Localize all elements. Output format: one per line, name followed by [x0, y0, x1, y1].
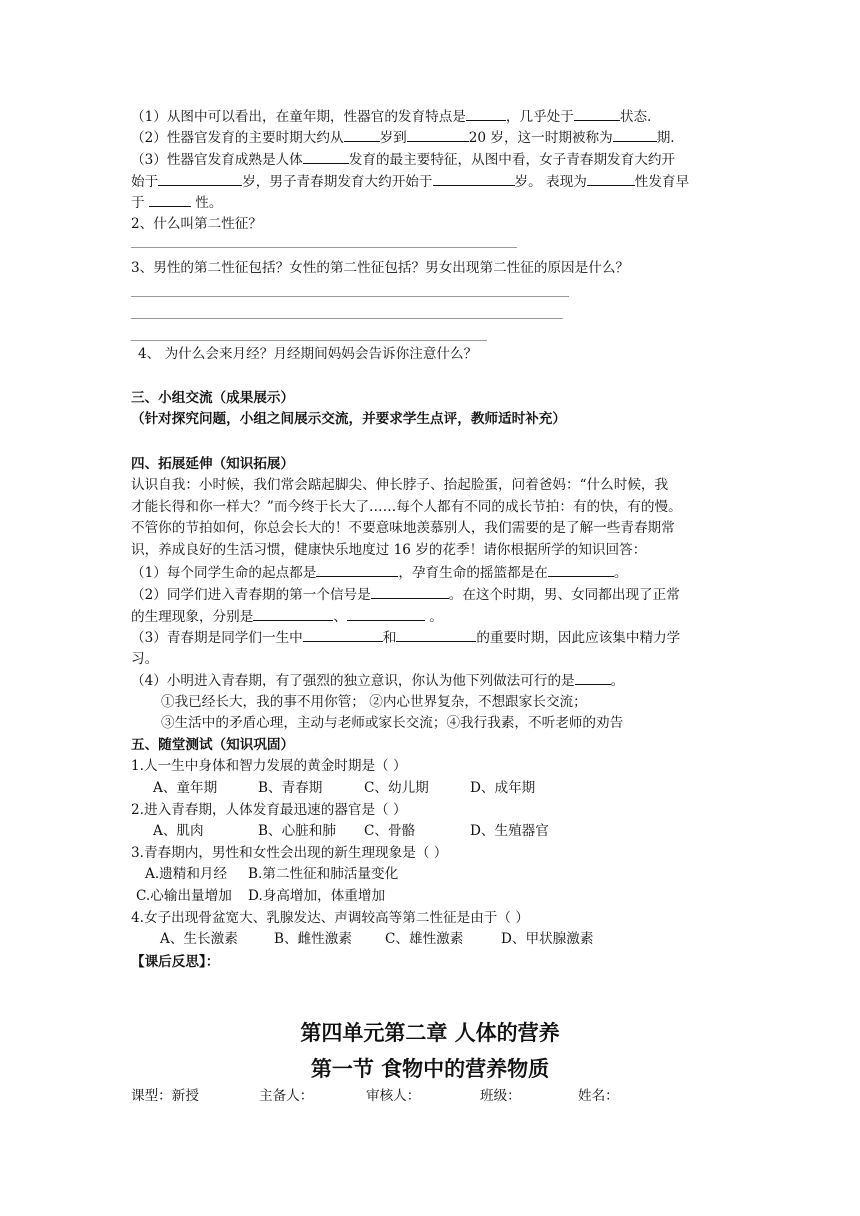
blank[interactable] [396, 627, 476, 642]
blank[interactable] [253, 606, 333, 621]
text: 发育的最主要特征，从图中看，女子青春期发育大约开 [348, 152, 676, 168]
option[interactable]: D.身高增加，体重增加 [248, 888, 386, 904]
preparer-label: 主备人： [259, 1088, 314, 1104]
reflection-heading: 【课后反思】： [131, 954, 220, 970]
lesson-type: 课型：新授 [131, 1088, 199, 1104]
quiz-question-1: 1.人一生中身体和智力发展的黄金时期是（ ） [131, 758, 407, 774]
item-2-line-2 [131, 606, 443, 627]
question-3-line-2 [131, 171, 689, 192]
blank[interactable] [347, 606, 425, 621]
item-3 [131, 627, 680, 648]
text: ，孕育生命的摇篮都是在 [398, 565, 548, 581]
option[interactable]: A、生长激素 [160, 931, 238, 947]
question-3-line [131, 149, 675, 170]
paragraph-line: 识，养成良好的生活习惯，健康快乐地度过 16 岁的花季！请你根据所学的知识回答： [131, 542, 647, 558]
blank[interactable] [407, 127, 469, 142]
chapter-title: 第四单元第二章 人体的营养 [300, 1020, 560, 1045]
option[interactable]: D、生殖器官 [470, 823, 549, 839]
paragraph-line: 才能长得和你一样大？”而今终于长大了……每个人都有不同的成长节拍：有的快，有的慢。 [131, 499, 682, 515]
question-second-sex: 2、什么叫第二性征？ [131, 216, 262, 232]
option[interactable]: B.第二性征和肺活量变化 [248, 866, 399, 882]
option[interactable]: D、成年期 [470, 780, 536, 796]
text: 、 [333, 609, 347, 625]
text: （2）性器官发育的主要时期大约从 [131, 130, 344, 146]
blank[interactable] [574, 106, 620, 121]
text: 期. [656, 130, 675, 146]
item-1 [131, 562, 628, 583]
option[interactable]: C、雄性激素 [385, 931, 464, 947]
question-sex-traits: 3、男性的第二性征包括？女性的第二性征包括？男女出现第二性征的原因是什么？ [131, 260, 630, 276]
text: 于 [131, 195, 149, 211]
text: （3）青春期是同学们一生中 [131, 630, 303, 646]
text: （2）同学们进入青春期的第一个信号是 [131, 587, 371, 603]
answer-line[interactable] [131, 318, 563, 319]
item-3-line-2: 习。 [131, 651, 159, 667]
text: 。 [610, 673, 625, 689]
answer-line[interactable] [131, 340, 487, 341]
option[interactable]: B、雌性激素 [274, 931, 352, 947]
text: 状态. [619, 109, 652, 125]
answer-line[interactable] [131, 296, 569, 297]
question-2-line [131, 127, 675, 148]
option[interactable]: A、童年期 [153, 780, 218, 796]
text: 性发育早 [634, 174, 690, 190]
text: （1）每个同学生命的起点都是 [131, 565, 317, 581]
class-label: 班级： [480, 1088, 521, 1104]
quiz-question-2: 2.进入青春期，人体发育最迅速的器官是（ ） [131, 802, 407, 818]
text: 的生理现象，分别是 [131, 609, 254, 625]
item-2 [131, 584, 680, 605]
option[interactable]: B、心脏和肺 [258, 823, 336, 839]
blank[interactable] [548, 562, 614, 577]
blank[interactable] [316, 562, 398, 577]
blank[interactable] [303, 627, 383, 642]
section-3-note: （针对探究问题，小组之间展示交流，并要求学生点评，教师适时补充） [131, 411, 566, 427]
paragraph-line: 认识自我：小时候，我们常会踮起脚尖、伸长脖子、抬起脸蛋，问着爸妈：“什么时候，我 [131, 477, 669, 493]
blank[interactable] [466, 106, 506, 121]
option[interactable]: D、甲状腺激素 [501, 931, 594, 947]
blank[interactable] [303, 149, 349, 164]
blank[interactable] [149, 192, 191, 207]
blank[interactable] [433, 171, 515, 186]
item-4-options: ③生活中的矛盾心理，主动与老师或家长交流；④我行我素，不听老师的劝告 [161, 715, 624, 731]
text: （1）从图中可以看出，在童年期，性器官的发育特点是 [131, 109, 466, 125]
quiz-question-4: 4.女子出现骨盆宽大、乳腺发达、声调较高等第二性征是由于（ ） [131, 910, 529, 926]
text: （4）小明进入青春期，有了强烈的独立意识，你认为他下列做法可行的是 [131, 673, 575, 689]
text: 始于 [131, 174, 159, 190]
section-5-heading: 五、随堂测试（知识巩固） [131, 737, 295, 753]
text: （3）性器官发育成熟是人体 [131, 152, 303, 168]
text: 。在这个时期，男、女同都出现了正常 [448, 587, 680, 603]
option[interactable]: C.心输出量增加 [136, 888, 232, 904]
quiz-question-3: 3.青春期内，男性和女性会出现的新生理现象是（ ） [131, 845, 448, 861]
blank[interactable] [587, 171, 635, 186]
text: ，几乎处于 [505, 109, 574, 125]
text: 性。 [190, 195, 223, 211]
blank[interactable] [158, 171, 242, 186]
text: 。 [424, 609, 443, 625]
text: 岁。 表现为 [514, 174, 587, 190]
text: 和 [382, 630, 397, 646]
option[interactable]: A.遗精和月经 [145, 866, 228, 882]
section-4-heading: 四、拓展延伸（知识拓展） [131, 456, 295, 472]
blank[interactable] [344, 127, 380, 142]
option[interactable]: B、青春期 [258, 780, 323, 796]
text: 。 [613, 565, 628, 581]
text: 岁，男子青春期发育大约开始于 [242, 174, 433, 190]
text: 的重要时期，因此应该集中精力学 [476, 630, 681, 646]
text: 20 岁，这一时期被称为 [468, 130, 613, 146]
section-3-heading: 三、小组交流（成果展示） [131, 390, 295, 406]
text: 岁到 [379, 130, 407, 146]
question-3-line-3 [131, 192, 222, 213]
option[interactable]: C、骨骼 [364, 823, 416, 839]
item-4 [131, 670, 624, 691]
paragraph-line: 不管你的节拍如何，你总会长大的！不要意味地羡慕别人，我们需要的是了解一些青春期常 [131, 520, 675, 536]
section-title: 第一节 食物中的营养物质 [310, 1056, 550, 1081]
answer-line[interactable] [131, 247, 517, 248]
name-label: 姓名： [578, 1088, 619, 1104]
item-4-options: ①我已经长大，我的事不用你管； ②内心世界复杂，不想跟家长交流； [161, 694, 587, 710]
reviewer-label: 审核人： [366, 1088, 421, 1104]
option[interactable]: C、幼儿期 [364, 780, 429, 796]
blank[interactable] [575, 670, 611, 685]
question-menstruation: 4、 为什么会来月经？月经期间妈妈会告诉你注意什么？ [138, 346, 478, 362]
question-1-line [131, 106, 651, 127]
blank[interactable] [613, 127, 657, 142]
option[interactable]: A、肌肉 [153, 823, 204, 839]
blank[interactable] [371, 584, 449, 599]
